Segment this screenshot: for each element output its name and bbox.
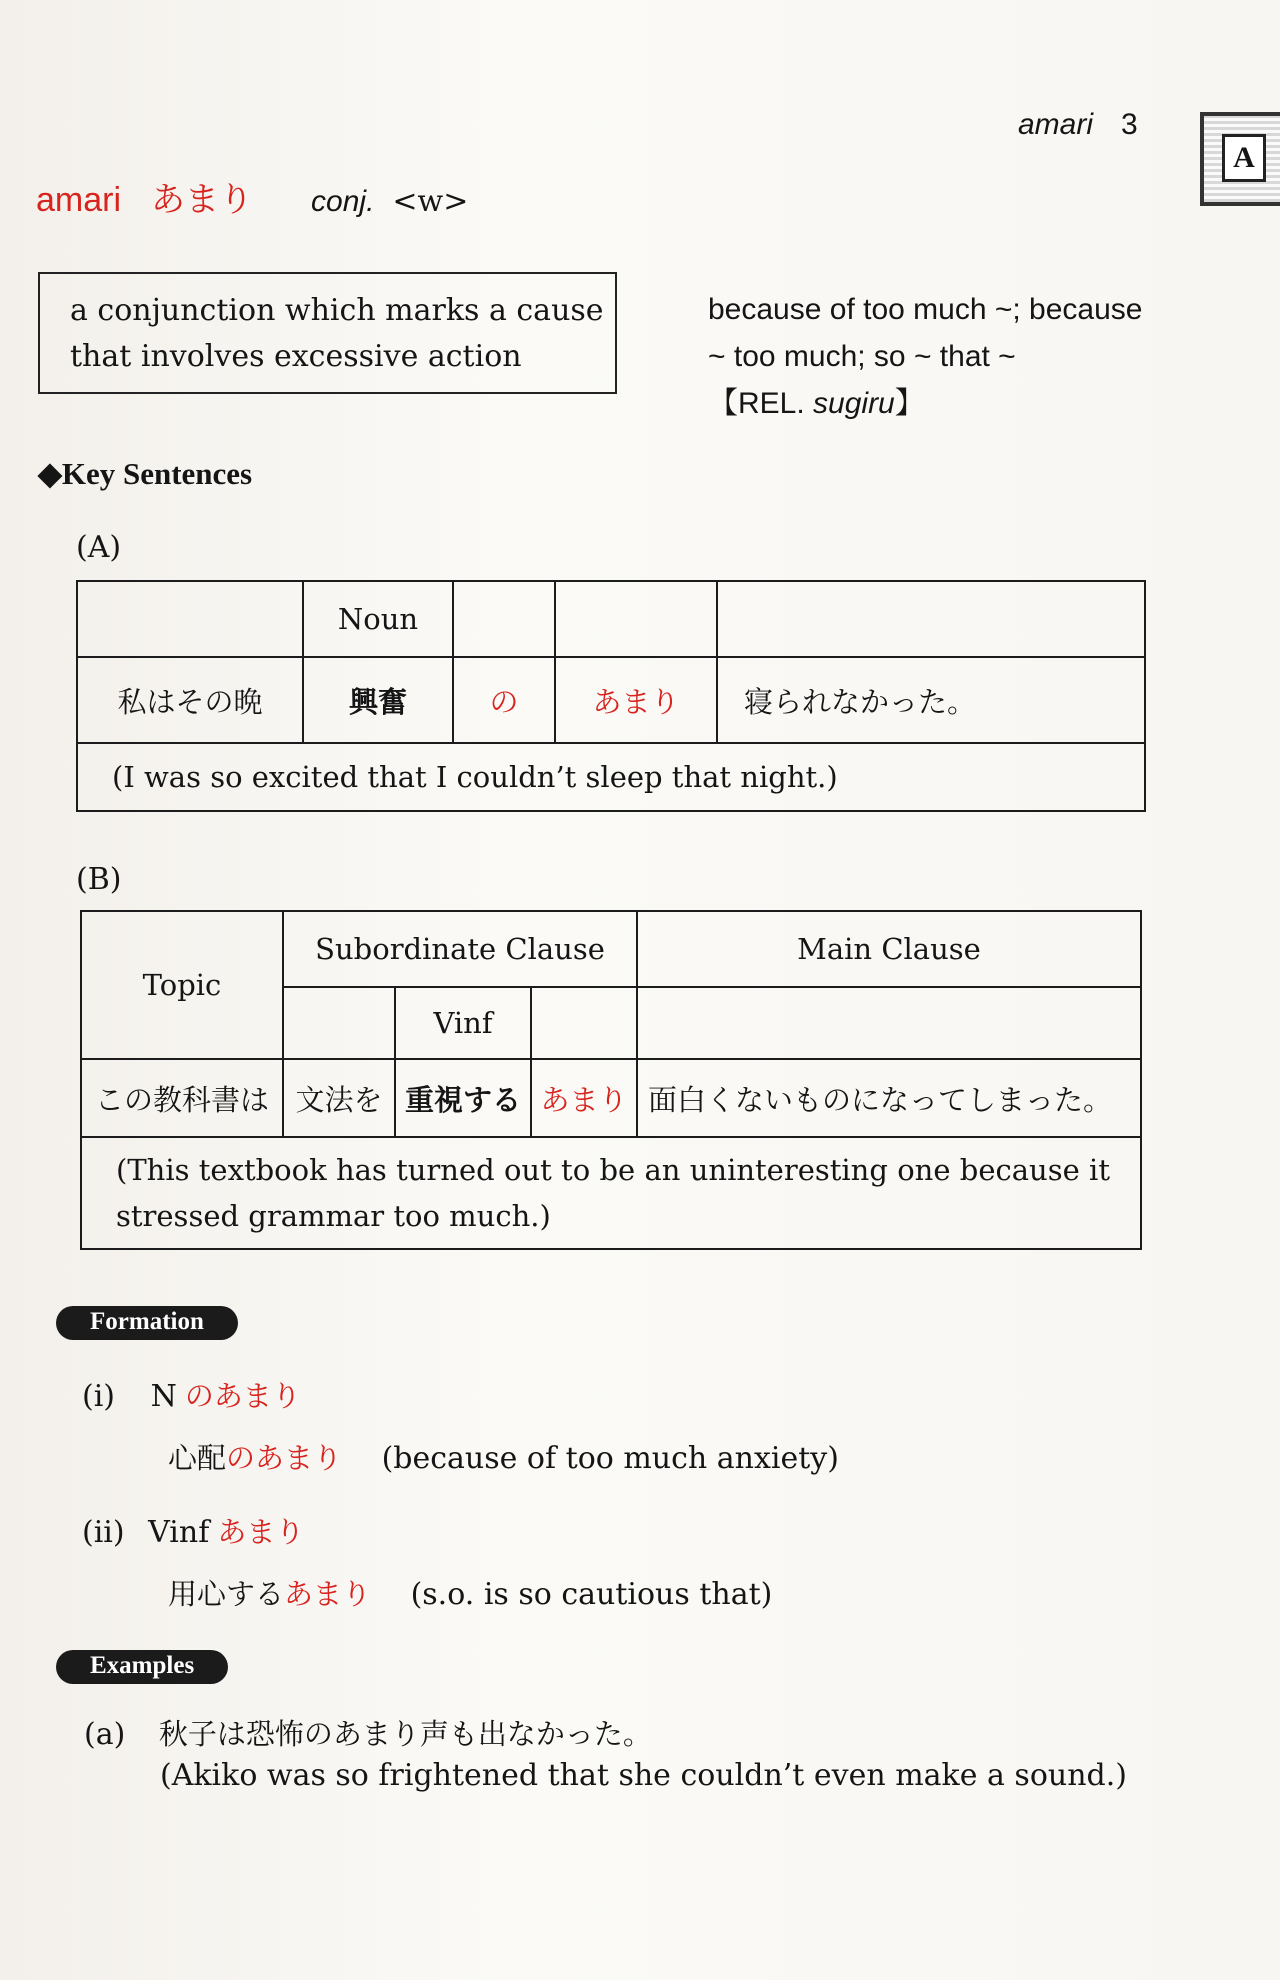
- empty-cell: [531, 987, 637, 1059]
- formation-item-1-example: [168, 1436, 839, 1477]
- example-a-japanese: 秋子は恐怖のあまり声も出なかった。: [158, 1717, 652, 1751]
- formation-item-1-example-en: (because of too much anxiety): [381, 1441, 839, 1476]
- formation-item-1: [82, 1374, 301, 1415]
- formation-item-1-pattern: N: [150, 1379, 177, 1414]
- register-tag: <w>: [392, 184, 469, 219]
- thumb-index-tab: [1200, 112, 1280, 206]
- formation-item-2: [82, 1510, 304, 1551]
- sentence-a-translation: (I was so excited that I couldn’t sleep that night.): [77, 743, 1145, 811]
- example-a: [84, 1712, 652, 1753]
- formation-item-2-example-jp: あまり: [284, 1577, 372, 1611]
- key-sentences-heading: ◆Key Sentences: [38, 456, 253, 491]
- key-sentence-a-label: (A): [76, 530, 122, 565]
- key-sentence-a-table: [76, 580, 1146, 812]
- formation-item-2-pattern-jp: あまり: [217, 1515, 305, 1549]
- part-of-speech: conj.: [311, 185, 375, 218]
- empty-cell: [77, 581, 303, 657]
- formation-item-2-example-base: 用心する: [168, 1577, 285, 1611]
- vinf-header: Vinf: [395, 987, 531, 1059]
- running-head-word: amari: [1018, 108, 1094, 141]
- sentence-a-segment-2: 興奮: [303, 657, 453, 743]
- running-head: [1018, 108, 1138, 142]
- empty-cell: [637, 987, 1141, 1059]
- example-a-label: (a): [84, 1717, 126, 1752]
- formation-item-1-pattern-jp: のあまり: [184, 1379, 301, 1413]
- topic-header: Topic: [81, 911, 283, 1059]
- sentence-a-segment-4: あまり: [555, 657, 717, 743]
- sentence-b-segment-4: あまり: [531, 1059, 637, 1137]
- empty-cell: [717, 581, 1145, 657]
- formation-heading: Formation: [56, 1306, 238, 1340]
- entry-romaji: amari: [36, 181, 122, 219]
- sentence-a-segment-3: の: [453, 657, 555, 743]
- formation-item-2-example: [168, 1572, 772, 1613]
- sentence-a-segment-5: 寝られなかった。: [717, 657, 1145, 743]
- main-clause-header: Main Clause: [637, 911, 1141, 987]
- definition-text: a conjunction which marks a cause that involves excessive action: [70, 293, 604, 374]
- page-number: 3: [1121, 108, 1138, 141]
- sentence-a-segment-1: 私はその晩: [77, 657, 303, 743]
- sentence-b-segment-3: 重視する: [395, 1059, 531, 1137]
- sentence-b-translation: (This textbook has turned out to be an uninteresting one because it stressed grammar too much.): [81, 1137, 1141, 1249]
- english-gloss: [708, 286, 1158, 427]
- thumb-index-letter: A: [1222, 134, 1266, 182]
- noun-header: Noun: [303, 581, 453, 657]
- formation-item-1-example-jp: のあまり: [226, 1441, 343, 1475]
- key-sentence-b-label: (B): [76, 862, 122, 897]
- formation-item-2-num: (ii): [82, 1515, 125, 1550]
- formation-item-1-num: (i): [82, 1379, 116, 1414]
- key-sentence-b-table: [80, 910, 1142, 1250]
- entry-kana: あまり: [151, 180, 254, 220]
- gloss-line-2: ~ too much; so ~ that ~: [708, 340, 1016, 373]
- empty-cell: [555, 581, 717, 657]
- subordinate-clause-header: Subordinate Clause: [283, 911, 637, 987]
- gloss-line-1: because of too much ~; because: [708, 293, 1143, 326]
- related-word: 【REL. sugiru】: [708, 387, 925, 420]
- entry-headword: [36, 172, 468, 221]
- sentence-b-segment-1: この教科書は: [81, 1059, 283, 1137]
- sentence-b-segment-5: 面白くないものになってしまった。: [637, 1059, 1141, 1137]
- formation-item-2-example-en: (s.o. is so cautious that): [410, 1577, 773, 1612]
- formation-item-1-example-base: 心配: [168, 1441, 227, 1475]
- examples-heading: Examples: [56, 1650, 228, 1684]
- formation-item-2-pattern: Vinf: [148, 1515, 210, 1550]
- empty-cell: [453, 581, 555, 657]
- example-a-translation: (Akiko was so frightened that she couldn’t even make a sound.): [160, 1758, 1127, 1793]
- empty-cell: [283, 987, 395, 1059]
- sentence-b-segment-2: 文法を: [283, 1059, 395, 1137]
- definition-box: [38, 272, 617, 394]
